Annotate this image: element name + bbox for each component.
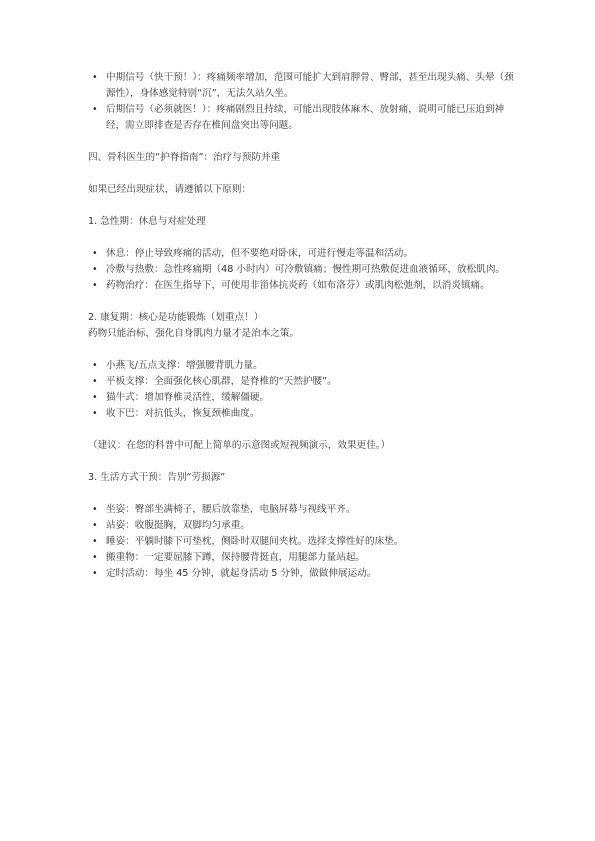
bullet-icon: • xyxy=(92,280,98,291)
list-item-text: 小燕飞/五点支撑：增强腰背肌力量。 xyxy=(106,360,263,371)
bullet-icon: • xyxy=(92,568,98,579)
list-item xyxy=(88,262,518,278)
subsection-heading-lifestyle: 3. 生活方式干预：告别“劳损源” xyxy=(88,472,226,483)
rehab-suggestion: （建议：在您的科普中可配上简单的示意图或短视频演示，效果更佳。） xyxy=(88,440,391,451)
bullet-icon: • xyxy=(92,536,98,547)
document-body xyxy=(88,70,518,582)
list-item xyxy=(88,358,518,374)
bullet-icon: • xyxy=(92,72,98,83)
bullet-icon: • xyxy=(92,504,98,515)
list-item-text: 冷敷与热敷：急性疼痛期（48 小时内）可冷敷镇痛；慢性期可热敷促进血液循环，放松肌肉。 xyxy=(106,264,506,275)
list-item-text: 猫牛式：增加脊椎灵活性，缓解僵硬。 xyxy=(106,392,270,403)
list-item-text: 睡姿：平躺时膝下可垫枕，侧卧时双腿间夹枕。选择支撑性好的床垫。 xyxy=(106,536,404,547)
bullet-icon: • xyxy=(92,104,98,115)
section-intro: 如果已经出现症状，请遵循以下原则： xyxy=(88,184,252,195)
list-item-text: 中期信号（快干预！）：疼痛频率增加，范围可能扩大到肩胛骨、臀部，甚至出现头痛、头晕（颈源性），身体感觉特别“沉”，无法久站久坐。 xyxy=(106,72,514,99)
list-item xyxy=(88,406,518,422)
intro-bullet-list xyxy=(88,70,518,134)
list-item-text: 收下巴：对抗低头，恢复颈椎曲度。 xyxy=(106,408,260,419)
bullet-icon: • xyxy=(92,376,98,387)
list-item xyxy=(88,70,518,102)
list-item xyxy=(88,278,518,294)
list-item-text: 平板支撑：全面强化核心肌群，是脊椎的“天然护腰”。 xyxy=(106,376,337,387)
list-item-text: 后期信号（必须就医！）：疼痛剧烈且持续，可能出现肢体麻木、放射痛，说明可能已压迫到神经，需立即排查是否存在椎间盘突出等问题。 xyxy=(106,104,505,131)
bullet-icon: • xyxy=(92,360,98,371)
subsection-heading-rehab: 2. 康复期：核心是功能锻炼（划重点！） xyxy=(88,312,264,323)
rehab-note: 药物只能治标，强化自身肌肉力量才是治本之策。 xyxy=(88,328,300,339)
bullet-icon: • xyxy=(92,392,98,403)
rehab-bullet-list xyxy=(88,358,518,422)
bullet-icon: • xyxy=(92,248,98,259)
list-item-text: 定时活动：每坐 45 分钟，就起身活动 5 分钟，做做伸展运动。 xyxy=(106,568,377,579)
list-item xyxy=(88,246,518,262)
acute-bullet-list xyxy=(88,246,518,294)
list-item xyxy=(88,550,518,566)
list-item-text: 搬重物：一定要屈膝下蹲，保持腰背挺直，用腿部力量站起。 xyxy=(106,552,366,563)
bullet-icon: • xyxy=(92,264,98,275)
list-item-text: 休息：停止导致疼痛的活动，但不要绝对卧床，可进行慢走等温和活动。 xyxy=(106,248,413,259)
list-item xyxy=(88,374,518,390)
list-item xyxy=(88,502,518,518)
section-heading: 四、骨科医生的“护脊指南”：治疗与预防并重 xyxy=(88,152,281,163)
bullet-icon: • xyxy=(92,552,98,563)
list-item-text: 站姿：收腹挺胸，双脚均匀承重。 xyxy=(106,520,250,531)
lifestyle-bullet-list xyxy=(88,502,518,582)
list-item-text: 坐姿：臀部坐满椅子，腰后放靠垫，电脑屏幕与视线平齐。 xyxy=(106,504,356,515)
list-item xyxy=(88,566,518,582)
list-item xyxy=(88,390,518,406)
list-item xyxy=(88,518,518,534)
bullet-icon: • xyxy=(92,408,98,419)
list-item-text: 药物治疗：在医生指导下，可使用非甾体抗炎药（如布洛芬）或肌肉松弛剂，以消炎镇痛。 xyxy=(106,280,490,291)
list-item xyxy=(88,102,518,134)
list-item xyxy=(88,534,518,550)
bullet-icon: • xyxy=(92,520,98,531)
subsection-heading-acute: 1. 急性期：休息与对症处理 xyxy=(88,216,206,227)
